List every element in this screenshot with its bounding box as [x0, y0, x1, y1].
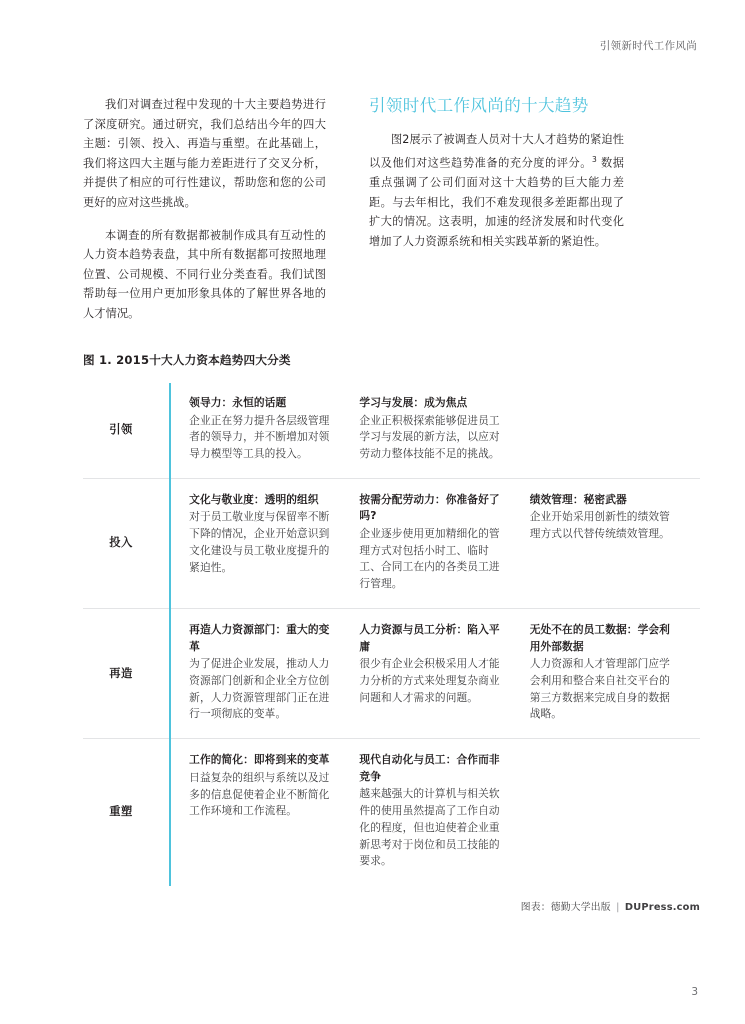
- row-label: 投入: [109, 536, 133, 550]
- trend-cell: [530, 382, 700, 478]
- section-heading: 引领时代工作风尚的十大趋势: [369, 96, 589, 115]
- trend-cell: [359, 382, 529, 478]
- running-header: 引领新时代工作风尚: [599, 40, 697, 52]
- table-row: [83, 739, 700, 885]
- figure-source: [83, 899, 700, 913]
- row-label: 引领: [109, 422, 133, 436]
- trend-title: 学习与发展：成为焦点: [359, 396, 468, 409]
- trends-table: [83, 382, 700, 885]
- trend-title: 无处不在的员工数据：学会利用外部数据: [529, 623, 670, 653]
- table-row: [83, 478, 700, 608]
- row-label: 重塑: [109, 805, 133, 819]
- figure-title: 图 1. 2015十大人力资本趋势四大分类: [83, 353, 291, 367]
- paragraph-text-part-2: 数据重点强调了公司们面对这十大趋势的巨大能力差距。与去年相比，我们不难发现很多差距都出现了扩大的情况。这表明，加速的经济发展和时代变化增加了人力资源系统和相关实践革新的紧迫性。: [369, 156, 625, 248]
- trend-title: 绩效管理：秘密武器: [529, 492, 627, 506]
- trend-body: 人力资源和人才管理部门应学会利用和整合来自社交平台的第三方数据来完成自身的数据战略。: [529, 657, 670, 721]
- rule-spacer: [169, 739, 189, 885]
- trend-body: 企业逐步使用更加精细化的管理方式对包括小时工、临时工、合同工在内的各类员工进行管理。: [359, 526, 500, 591]
- trend-body: 企业正在努力提升各层级管理者的领导力，并不断增加对领导力模型等工具的投入。: [189, 413, 330, 461]
- trend-body: 为了促进企业发展，推动人力资源部门创新和企业全方位创新，人力资源管理部门正在进行一项彻底的变革。: [189, 657, 330, 721]
- source-site: DUPress.com: [624, 902, 700, 914]
- intro-paragraph: 本调查的所有数据都被制作成具有互动性的人力资本趋势表盘，其中所有数据都可按照地理位置、公司规模、不同行业分类查看。我们试图帮助每一位用户更加形象具体的了解世界各地的人才情况。: [83, 228, 326, 320]
- rule-spacer: [169, 382, 189, 478]
- trend-title: 人力资源与员工分析：陷入平庸: [359, 623, 500, 653]
- trend-cell: [359, 739, 529, 885]
- row-label: 再造: [109, 666, 133, 680]
- trend-cell: [189, 382, 359, 478]
- intro-paragraph: 我们对调查过程中发现的十大主要趋势进行了深度研究。通过研究，我们总结出今年的四大主题：引领、投入、再造与重塑。在此基础上，我们将这四大主题与能力差距进行了交叉分析，并提供了相应的可行性建议，帮助您和您的公司更好的应对这些挑战。: [83, 98, 326, 209]
- trend-title: 按需分配劳动力：你准备好了吗?: [359, 492, 500, 523]
- trend-body: 对于员工敬业度与保留率不断下降的情况，企业开始意识到文化建设与员工敬业度提升的紧迫性。: [189, 510, 330, 574]
- footnote-marker: 3: [592, 154, 597, 164]
- trend-title: 工作的简化：即将到来的变革: [189, 753, 330, 767]
- trend-title: 再造人力资源部门：重大的变革: [189, 623, 330, 653]
- trend-cell: [189, 478, 359, 608]
- trend-body: 企业开始采用创新性的绩效管理方式以代替传统绩效管理。: [529, 510, 670, 541]
- figure-1: [83, 352, 700, 913]
- left-column: [83, 95, 326, 324]
- trend-title: 领导力：永恒的话题: [189, 396, 287, 409]
- paragraph-text-part-1: 图2展示了被调查人员对十大人才趋势的紧迫性以及他们对这些趋势准备的充分度的评分。: [369, 133, 624, 170]
- trend-title: 文化与敬业度：透明的组织: [189, 492, 319, 506]
- trend-body: 企业正积极探索能够促进员工学习与发展的新方法，以应对劳动力整体技能不足的挑战。: [359, 413, 500, 461]
- intro-columns: [83, 95, 663, 324]
- trend-cell: [359, 609, 529, 739]
- trend-cell: [530, 609, 700, 739]
- trend-cell: [189, 609, 359, 739]
- trend-cell: [189, 739, 359, 885]
- trend-body: 很少有企业会积极采用人才能力分析的方式来处理复杂商业问题和人才需求的问题。: [359, 657, 500, 704]
- rule-spacer: [169, 478, 189, 608]
- trend-cell: [530, 739, 700, 885]
- table-row: [83, 382, 700, 478]
- trend-body: 越来越强大的计算机与相关软件的使用虽然提高了工作自动化的程度，但也迫使着企业重新思考对于岗位和员工技能的要求。: [359, 787, 500, 868]
- rule-spacer: [169, 609, 189, 739]
- page-number: 3: [691, 986, 698, 998]
- trend-body: 日益复杂的组织与系统以及过多的信息促使着企业不断简化工作环境和工作流程。: [189, 770, 330, 818]
- trend-cell: [359, 478, 529, 608]
- table-row: [83, 609, 700, 739]
- intro-paragraph: [369, 130, 624, 251]
- trend-title: 现代自动化与员工：合作而非竞争: [359, 753, 500, 783]
- source-label: 图表：德勤大学出版: [520, 902, 611, 914]
- source-separator: |: [616, 902, 620, 914]
- right-column: [369, 95, 624, 324]
- trend-cell: [530, 478, 700, 608]
